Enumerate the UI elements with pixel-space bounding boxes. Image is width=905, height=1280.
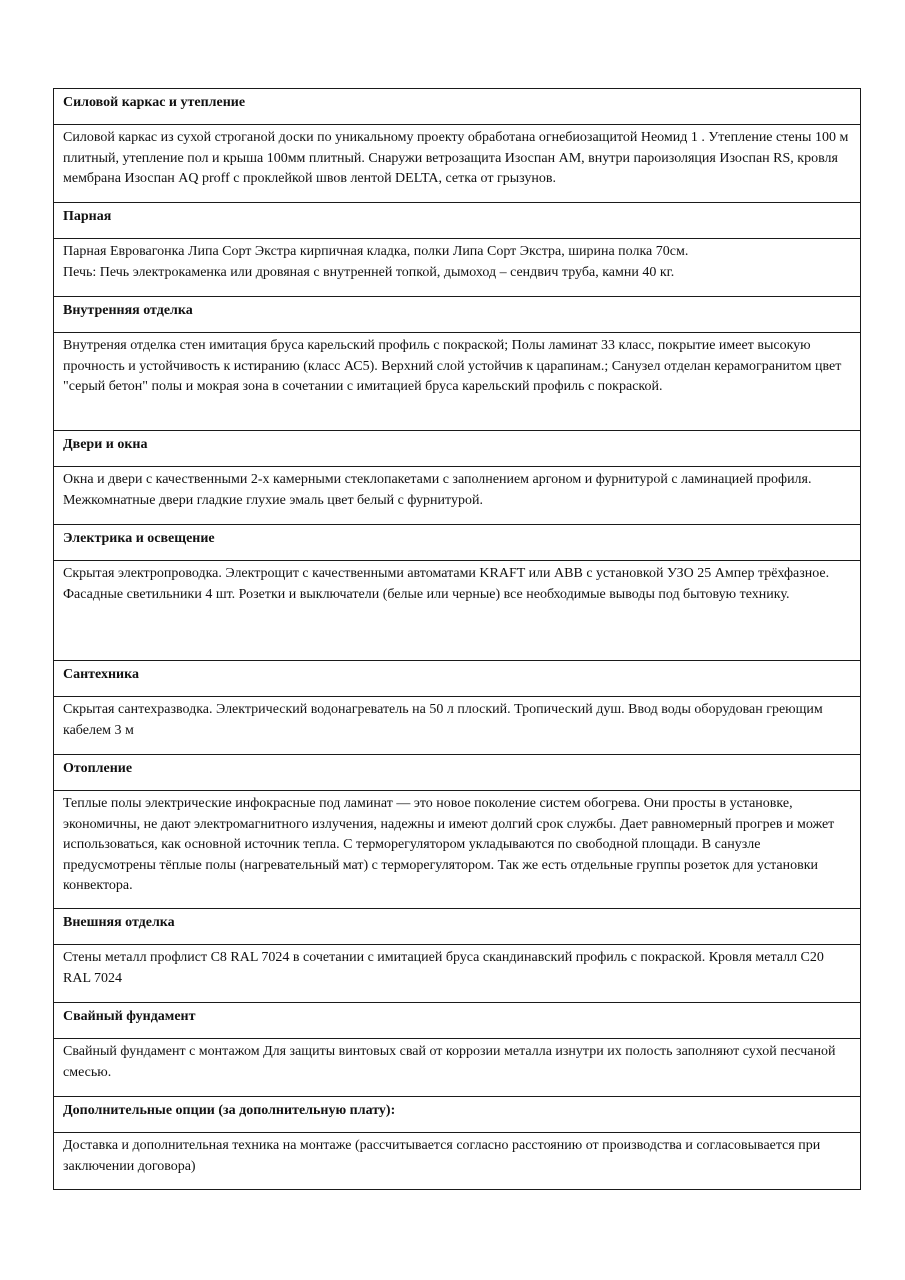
section-additional-options <box>54 1097 860 1189</box>
section-description: Стены металл профлист С8 RAL 7024 в сочетании с имитацией бруса скандинавский профиль с покраской. Кровля металл С20 RAL 7024 <box>54 945 860 1003</box>
section-interior-finish <box>54 297 860 431</box>
section-description: Доставка и дополнительная техника на монтаже (рассчитывается согласно расстоянию от производства и согласовывается при заключении договора) <box>63 1138 821 1174</box>
section-electrics-lighting <box>54 525 860 661</box>
section-title: Электрика и освещение <box>54 525 860 561</box>
section-frame-insulation <box>54 89 860 203</box>
section-title: Сантехника <box>54 661 860 697</box>
section-steam-room <box>54 203 860 297</box>
section-exterior-finish <box>54 909 860 1003</box>
section-description: Скрытая электропроводка. Электрощит с качественными автоматами KRAFT или ABB с установкой УЗО 25 Ампер трёхфазное. Фасадные светильники 4 шт. Розетки и выключатели (белые или черные) все необходимые выводы под бытовую технику. <box>54 561 860 661</box>
section-doors-windows <box>54 431 860 525</box>
section-title: Парная <box>54 203 860 239</box>
section-title: Свайный фундамент <box>54 1003 860 1039</box>
section-plumbing <box>54 661 860 755</box>
specification-table <box>53 88 861 1190</box>
section-description: Внутреняя отделка стен имитация бруса карельский профиль с покраской; Полы ламинат 33 класс, покрытие имеет высокую прочность и устойчивость к истиранию (класс АС5). Верхний слой устойчив к царапинам.; Санузел отделан керамогранитом цвет "серый бетон" полы и мокрая зона в сочетании с имитацией бруса карельский профиль с покраской. <box>54 333 860 431</box>
section-title: Отопление <box>54 755 860 791</box>
section-heating <box>54 755 860 909</box>
section-title: Внутренняя отделка <box>54 297 860 333</box>
section-title: Двери и окна <box>54 431 860 467</box>
section-description: Свайный фундамент с монтажом Для защиты винтовых свай от коррозии металла изнутри их полость заполняют сухой песчаной смесью. <box>54 1039 860 1097</box>
section-description: Теплые полы электрические инфокрасные под ламинат — это новое поколение систем обогрева. Они просты в установке, экономичны, не дают электромагнитного излучения, надежны и имеют долгий срок службы. Дает равномерный прогрев и может использоваться, как основной источник тепла. С терморегулятором укладываются по свободной площади. В санузле предусмотрены тёплые полы (нагревательный мат) с терморегулятором. Так же есть отдельные группы розеток для установки конвектора. <box>54 791 860 909</box>
section-title: Внешняя отделка <box>54 909 860 945</box>
section-pile-foundation <box>54 1003 860 1097</box>
section-description: Скрытая сантехразводка. Электрический водонагреватель на 50 л плоский. Тропический душ. Ввод воды оборудован греющим кабелем 3 м <box>54 697 860 755</box>
section-description: Окна и двери с качественными 2-х камерными стеклопакетами с заполнением аргоном и фурнитурой с ламинацией профиля. Межкомнатные двери гладкие глухие эмаль цвет белый с фурнитурой. <box>54 467 860 525</box>
section-title: Дополнительные опции (за дополнительную плату): <box>54 1097 860 1133</box>
section-title: Силовой каркас и утепление <box>54 89 860 125</box>
section-description: Силовой каркас из сухой строганой доски по уникальному проекту обработана огнебиозащитой Неомид 1 . Утепление стены 100 м плитный, утепление пол и крыша 100мм плитный. Снаружи ветрозащита Изоспан АМ, внутри пароизоляция Изоспан RS, кровля мембрана Изоспан AQ proff с проклейкой швов лентой DELTA, сетка от грызунов. <box>54 125 860 203</box>
section-description: Парная Евровагонка Липа Сорт Экстра кирпичная кладка, полки Липа Сорт Экстра, ширина полка 70см. Печь: Печь электрокаменка или дровяная с внутренней топкой, дымоход – сендвич труба, камни 40 кг. <box>54 239 860 297</box>
